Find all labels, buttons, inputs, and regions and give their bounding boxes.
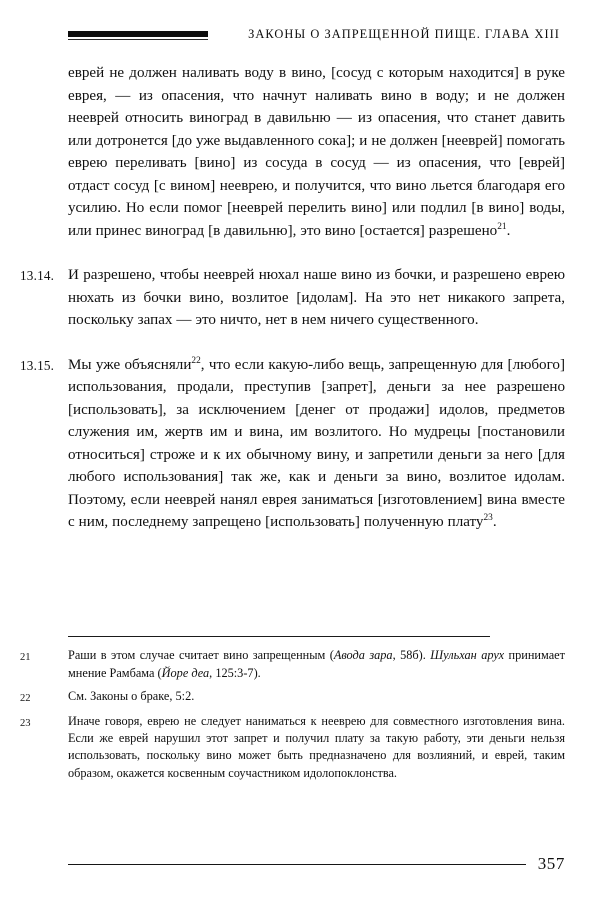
footnote-separator-rule bbox=[68, 636, 490, 637]
section-13-15-part2: , что если какую-либо вещь, запрещенную для [любого] использования, продали, преступив [запрет], деньги за нее разрешено [использовать], за исключением [денег от продажи] идолов, предметов служения им, жертв им и вина, им возлитого. Но мудрецы [постановили относиться] строже и к их обычному вину, и запретили деньги за него [для любого использования] так же, как и деньги за вино, возлитое идолам. Поэтому, если нееврей нанял еврея заниматься [изготовлением] вина вместе с ним, последнему запрещено [использовать] полученную плату bbox=[68, 356, 565, 530]
paragraph-text-tail: . bbox=[506, 222, 511, 239]
footnote-22 bbox=[20, 688, 565, 707]
paragraph-number bbox=[20, 62, 68, 63]
footnote-marker-22[interactable]: 22 bbox=[191, 355, 201, 366]
page-number: 357 bbox=[537, 854, 565, 873]
paragraph-text-main: еврей не должен наливать воду в вино, [сосуд с которым находится] в руке еврея, — из опасения, что начнут наливать вино в воду; и не должен нееврей относить виноград в давильню — из опасения, что станет давить или дотронется [до уже выдавленного сока]; и не должен [нееврей] помогать еврею переливать [вино] из сосуда в сосуд — из опасения, что [еврей] отдаст сосуд [с вином] нееврею, и получится, что вино льется благодаря его усилию. Но если помог [нееврей перелить вино] или подлил [в вино] воды, или принес виноград [в давильню], это вино [остается] разрешено bbox=[68, 65, 566, 239]
footnote-marker-23[interactable]: 23 bbox=[483, 512, 493, 523]
paragraph-text bbox=[68, 62, 565, 242]
paragraph-gap bbox=[20, 242, 565, 264]
section-13-14 bbox=[20, 264, 565, 332]
footnote-text-21: Раши в этом случае считает вино запрещенным (Авода зара, 58б). Шульхан арух принимает мнение Рамбама (Йоре деа, 125:3-7). bbox=[68, 648, 565, 680]
section-13-15 bbox=[20, 354, 565, 534]
section-number-13-14: 13.14. bbox=[20, 268, 55, 283]
running-head-title: ЗАКОНЫ О ЗАПРЕЩЕННОЙ ПИЩЕ. ГЛАВА XIII bbox=[248, 27, 560, 41]
footnote-number-23: 23 bbox=[20, 718, 31, 729]
footnote-number-22: 22 bbox=[20, 692, 31, 704]
section-13-15-part3: . bbox=[492, 514, 497, 530]
section-13-15-part1: Мы уже объясняли bbox=[68, 356, 192, 373]
body-text-area bbox=[20, 62, 565, 534]
folio-rule bbox=[68, 864, 526, 866]
paragraph-continued bbox=[20, 62, 565, 242]
running-head bbox=[68, 27, 560, 44]
footnote-number-21: 21 bbox=[20, 652, 31, 664]
footnote-marker-21[interactable]: 21 bbox=[497, 221, 507, 232]
footnote-text-23: Иначе говоря, еврею не следует наниматься к нееврею для совместного изготовления вина. Если же еврей нарушил этот запрет и получил плату за такую работу, эти деньги нельзя использовать, поскольку вино может быть предназначено для возлияний, и еврей, таким образом, окажется косвенным соучастником идолопоклонства. bbox=[68, 714, 565, 780]
page-footer bbox=[20, 855, 565, 874]
footnote-21 bbox=[20, 647, 565, 681]
section-13-15-text bbox=[68, 354, 565, 534]
paragraph-gap bbox=[20, 332, 565, 354]
section-number-13-15: 13.15. bbox=[20, 357, 55, 373]
section-13-14-text: И разрешено, чтобы нееврей нюхал наше вино из бочки, и разрешено еврею нюхать из бочки вино, возлитое [идолам]. На это нет никакого запрета, поскольку запах — это ничто, нет в нем ничего существенного. bbox=[68, 267, 565, 328]
footnote-text-22: См. Законы о браке, 5:2. bbox=[68, 688, 195, 703]
footnotes-area bbox=[20, 636, 565, 788]
footnote-23 bbox=[20, 713, 565, 782]
header-ornament-icon bbox=[68, 31, 208, 40]
